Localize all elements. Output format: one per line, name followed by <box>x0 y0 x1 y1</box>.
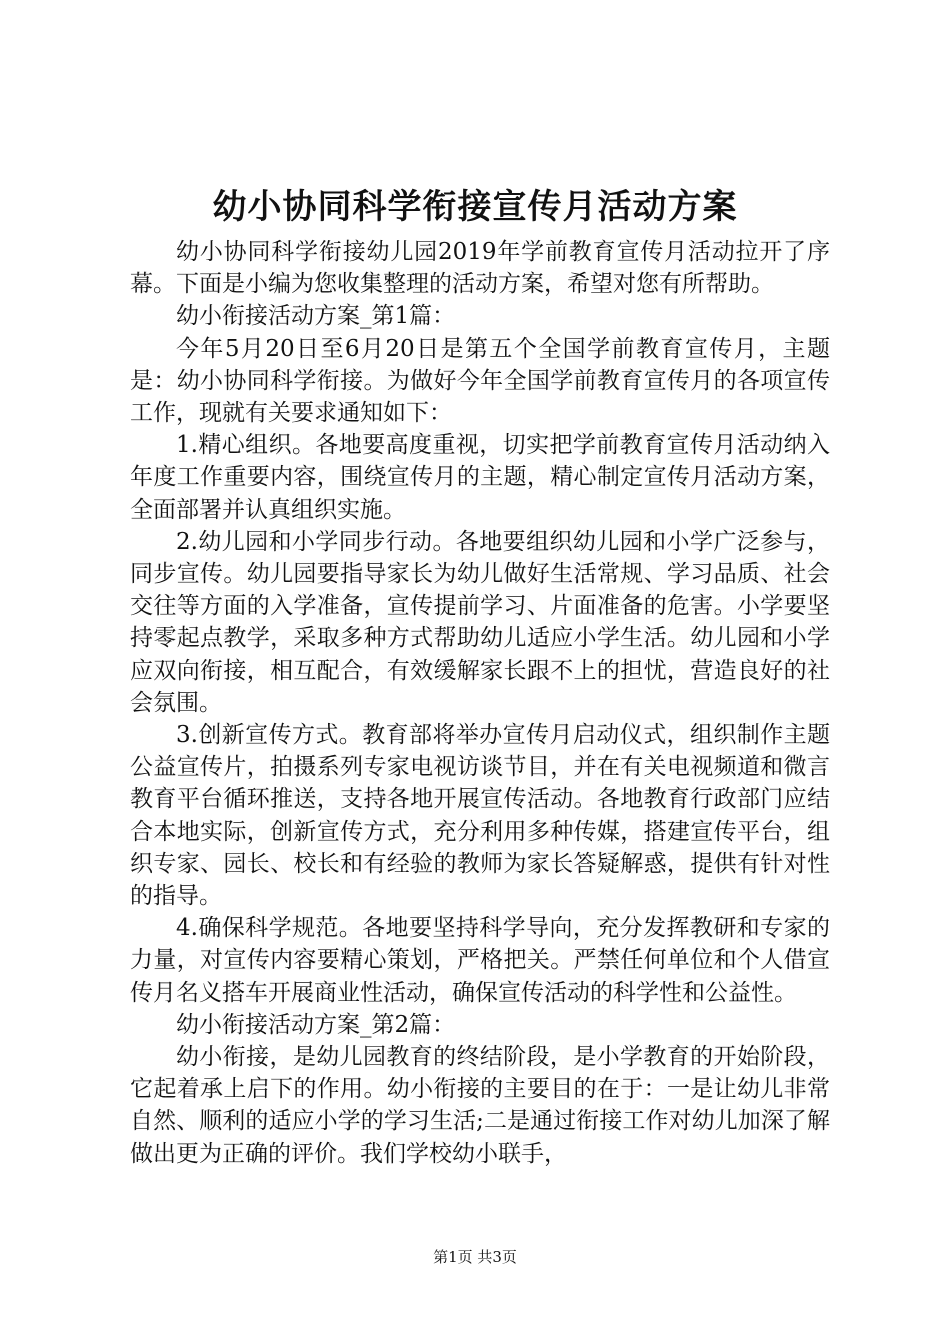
page-footer: 第1页 共3页 <box>433 1248 517 1266</box>
paragraph-intro: 幼小协同科学衔接幼儿园2019年学前教育宣传月活动拉开了序幕。下面是小编为您收集整理的活动方案，希望对您有所帮助。 <box>130 239 830 298</box>
list-item: 3.创新宣传方式。教育部将举办宣传月启动仪式，组织制作主题公益宣传片，拍摄系列专家电视访谈节目，并在有关电视频道和微言教育平台循环推送，支持各地开展宣传活动。各地教育行政部门应结合本地实际，创新宣传方式，充分利用多种传媒，搭建宣传平台，组织专家、园长、校长和有经验的教师为家长答疑解惑，提供有针对性的指导。 <box>130 722 830 910</box>
paragraph: 今年5月20日至6月20日是第五个全国学前教育宣传月，主题是：幼小协同科学衔接。为做好今年全国学前教育宣传月的各项宣传工作，现就有关要求通知如下： <box>130 335 830 427</box>
list-item: 4.确保科学规范。各地要坚持科学导向，充分发挥教研和专家的力量，对宣传内容要精心策划，严格把关。严禁任何单位和个人借宣传月名义搭车开展商业性活动，确保宣传活动的科学性和公益性。 <box>130 915 830 1006</box>
page-title: 幼小协同科学衔接宣传月活动方案 <box>212 187 738 227</box>
document-body <box>130 236 830 1170</box>
section-heading-1: 幼小衔接活动方案_第1篇： <box>176 303 456 330</box>
section-heading-2: 幼小衔接活动方案_第2篇： <box>176 1011 456 1038</box>
list-item: 2.幼儿园和小学同步行动。各地要组织幼儿园和小学广泛参与，同步宣传。幼儿园要指导家长为幼儿做好生活常规、学习品质、社会交往等方面的入学准备，宣传提前学习、片面准备的危害。小学要坚持零起点教学，采取多种方式帮助幼儿适应小学生活。幼儿园和小学应双向衔接，相互配合，有效缓解家长跟不上的担忧，营造良好的社会氛围。 <box>130 528 830 716</box>
list-item: 1.精心组织。各地要高度重视，切实把学前教育宣传月活动纳入年度工作重要内容，围绕宣传月的主题，精心制定宣传月活动方案，全面部署并认真组织实施。 <box>130 432 830 523</box>
paragraph: 幼小衔接，是幼儿园教育的终结阶段，是小学教育的开始阶段，它起着承上启下的作用。幼小衔接的主要目的在于：一是让幼儿非常自然、顺利的适应小学的学习生活;二是通过衔接工作对幼儿加深了解做出更为正确的评价。我们学校幼小联手， <box>130 1044 830 1167</box>
